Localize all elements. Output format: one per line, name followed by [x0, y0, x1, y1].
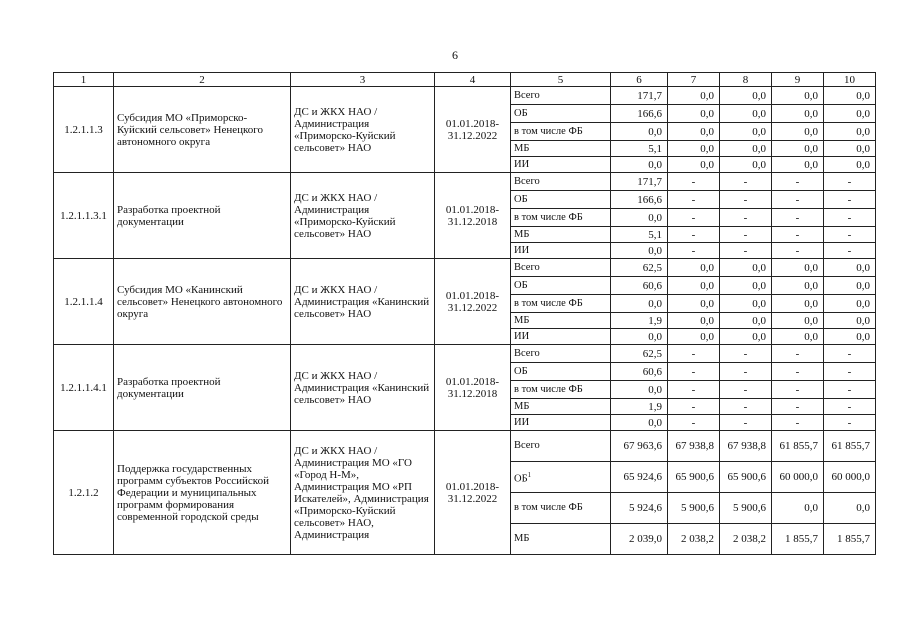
table-row — [54, 431, 876, 462]
funding-value: - — [668, 345, 720, 363]
funding-value: - — [668, 227, 720, 243]
funding-value: 0,0 — [824, 493, 876, 524]
funding-value: - — [668, 191, 720, 209]
funding-value: 2 038,2 — [668, 524, 720, 555]
funding-value: - — [772, 227, 824, 243]
funding-source — [511, 259, 611, 277]
funding-value: 0,0 — [720, 157, 772, 173]
funding-source — [511, 105, 611, 123]
funding-value: - — [772, 173, 824, 191]
funding-value: 0,0 — [668, 313, 720, 329]
funding-value: 5,1 — [611, 227, 668, 243]
funding-value: - — [772, 415, 824, 431]
funding-value: - — [824, 363, 876, 381]
funding-source-label: в том числе ФБ — [514, 297, 583, 309]
header-row — [54, 73, 876, 87]
funding-value: - — [824, 227, 876, 243]
funding-value: 0,0 — [772, 493, 824, 524]
funding-value: 0,0 — [824, 259, 876, 277]
funding-value: 0,0 — [720, 329, 772, 345]
funding-value: - — [668, 399, 720, 415]
column-header: 2 — [114, 73, 291, 87]
funding-value: - — [668, 173, 720, 191]
funding-value: 0,0 — [611, 243, 668, 259]
funding-source-label: в том числе ФБ — [514, 125, 583, 137]
funding-value: - — [720, 345, 772, 363]
funding-value: 0,0 — [720, 105, 772, 123]
funding-source-label: МБ — [514, 142, 530, 154]
funding-source — [511, 141, 611, 157]
funding-value: 0,0 — [668, 277, 720, 295]
page-number: 6 — [452, 48, 458, 62]
funding-value: - — [772, 381, 824, 399]
funding-value: 62,5 — [611, 259, 668, 277]
funding-value: - — [824, 191, 876, 209]
funding-value: - — [772, 209, 824, 227]
funding-value: - — [824, 399, 876, 415]
item-name: Разработка проектной документации — [114, 345, 291, 431]
funding-value: - — [772, 399, 824, 415]
funding-value: 65 924,6 — [611, 462, 668, 493]
funding-source — [511, 415, 611, 431]
funding-value: 0,0 — [772, 295, 824, 313]
funding-source-label: МБ — [514, 400, 530, 412]
funding-source — [511, 191, 611, 209]
funding-source-label: ОБ — [514, 279, 528, 291]
item-name: Разработка проектной документации — [114, 173, 291, 259]
item-code: 1.2.1.1.4.1 — [54, 345, 114, 431]
funding-value: - — [720, 381, 772, 399]
funding-value: 0,0 — [824, 157, 876, 173]
funding-value: - — [824, 345, 876, 363]
funding-value: - — [668, 415, 720, 431]
column-header: 10 — [824, 73, 876, 87]
column-header: 9 — [772, 73, 824, 87]
funding-source — [511, 227, 611, 243]
funding-value: 0,0 — [772, 277, 824, 295]
funding-value: 67 938,8 — [720, 431, 772, 462]
funding-value: - — [824, 173, 876, 191]
funding-source — [511, 157, 611, 173]
funding-value: 0,0 — [824, 313, 876, 329]
funding-value: 166,6 — [611, 105, 668, 123]
funding-value: 171,7 — [611, 173, 668, 191]
funding-source — [511, 524, 611, 555]
funding-value: 67 963,6 — [611, 431, 668, 462]
funding-value: 5 924,6 — [611, 493, 668, 524]
funding-value: - — [772, 363, 824, 381]
funding-value: 60,6 — [611, 363, 668, 381]
funding-value: - — [720, 415, 772, 431]
funding-value: - — [772, 191, 824, 209]
funding-value: 0,0 — [772, 313, 824, 329]
footnote-marker: 1 — [527, 470, 532, 479]
funding-value: 2 038,2 — [720, 524, 772, 555]
funding-source — [511, 209, 611, 227]
funding-value: 0,0 — [772, 141, 824, 157]
funding-value: 0,0 — [611, 295, 668, 313]
funding-value: 0,0 — [772, 157, 824, 173]
funding-source-label: МБ — [514, 533, 530, 544]
funding-value: 0,0 — [772, 105, 824, 123]
funding-value: - — [720, 191, 772, 209]
funding-value: 1,9 — [611, 399, 668, 415]
item-code: 1.2.1.1.3.1 — [54, 173, 114, 259]
funding-value: 65 900,6 — [720, 462, 772, 493]
item-name: Субсидия МО «Приморско-Куйский сельсовет» Ненецкого автономного округа — [114, 87, 291, 173]
funding-value: 0,0 — [720, 277, 772, 295]
funding-source-label: Всего — [514, 89, 540, 101]
funding-value: 1 855,7 — [772, 524, 824, 555]
table-row — [54, 87, 876, 105]
implementation-period: 01.01.2018-31.12.2022 — [435, 431, 511, 555]
funding-source — [511, 345, 611, 363]
funding-value: 5 900,6 — [720, 493, 772, 524]
funding-value: 0,0 — [611, 415, 668, 431]
funding-source — [511, 87, 611, 105]
funding-value: 0,0 — [824, 295, 876, 313]
funding-value: 1,9 — [611, 313, 668, 329]
item-code: 1.2.1.1.3 — [54, 87, 114, 173]
funding-value: 0,0 — [772, 259, 824, 277]
funding-source-label: МБ — [514, 314, 530, 326]
responsible-executor: ДС и ЖКХ НАО / Администрация «Канинский сельсовет» НАО — [291, 345, 435, 431]
funding-value: 0,0 — [611, 209, 668, 227]
table-row — [54, 173, 876, 191]
funding-value: 62,5 — [611, 345, 668, 363]
funding-source-label: ИИ — [514, 158, 530, 170]
table-body — [54, 87, 876, 555]
column-header: 7 — [668, 73, 720, 87]
funding-value: 0,0 — [668, 329, 720, 345]
funding-value: 171,7 — [611, 87, 668, 105]
funding-value: - — [824, 415, 876, 431]
item-name: Поддержка государственных программ субъектов Российской Федерации и муниципальных программ формирования современной городской среды — [114, 431, 291, 555]
funding-source — [511, 363, 611, 381]
funding-value: - — [720, 243, 772, 259]
funding-value: - — [720, 399, 772, 415]
funding-value: 0,0 — [772, 87, 824, 105]
responsible-executor: ДС и ЖКХ НАО / Администрация МО «ГО «Город Н-М», Администрация МО «РП Искателей», Администрация «Приморско-Куйский сельсовет» НАО, Администрация — [291, 431, 435, 555]
funding-source-label: МБ — [514, 228, 530, 240]
table-row — [54, 345, 876, 363]
funding-value: - — [824, 209, 876, 227]
column-header: 4 — [435, 73, 511, 87]
funding-source-label: Всего — [514, 347, 540, 359]
funding-value: 60,6 — [611, 277, 668, 295]
column-header: 6 — [611, 73, 668, 87]
funding-source — [511, 277, 611, 295]
funding-value: 0,0 — [611, 123, 668, 141]
funding-value: 0,0 — [668, 105, 720, 123]
funding-source-label: ОБ — [514, 193, 528, 205]
funding-value: 60 000,0 — [772, 462, 824, 493]
funding-value: - — [668, 209, 720, 227]
funding-value: - — [720, 363, 772, 381]
funding-value: - — [824, 381, 876, 399]
funding-value: 0,0 — [611, 329, 668, 345]
funding-value: - — [824, 243, 876, 259]
funding-value: 0,0 — [720, 87, 772, 105]
funding-source-label: ОБ — [514, 473, 528, 485]
funding-value: - — [772, 243, 824, 259]
funding-value: 0,0 — [772, 123, 824, 141]
funding-source-label: ИИ — [514, 244, 530, 256]
funding-value: - — [720, 227, 772, 243]
funding-source — [511, 462, 611, 493]
funding-value: - — [668, 381, 720, 399]
funding-value: 0,0 — [720, 295, 772, 313]
funding-value: 61 855,7 — [772, 431, 824, 462]
funding-value: 0,0 — [668, 295, 720, 313]
table-row — [54, 259, 876, 277]
funding-source — [511, 381, 611, 399]
funding-source-label: в том числе ФБ — [514, 211, 583, 223]
funding-source-label: Всего — [514, 175, 540, 187]
funding-source-label: в том числе ФБ — [514, 502, 583, 513]
funding-source — [511, 431, 611, 462]
implementation-period: 01.01.2018-31.12.2022 — [435, 87, 511, 173]
item-name: Субсидия МО «Канинский сельсовет» Ненецкого автономного округа — [114, 259, 291, 345]
funding-value: 166,6 — [611, 191, 668, 209]
funding-value: 0,0 — [824, 123, 876, 141]
funding-value: 0,0 — [824, 87, 876, 105]
funding-source — [511, 173, 611, 191]
column-header: 3 — [291, 73, 435, 87]
funding-source — [511, 243, 611, 259]
funding-value: - — [772, 345, 824, 363]
funding-source — [511, 329, 611, 345]
item-code: 1.2.1.1.4 — [54, 259, 114, 345]
funding-source — [511, 399, 611, 415]
funding-value: 61 855,7 — [824, 431, 876, 462]
implementation-period: 01.01.2018-31.12.2018 — [435, 173, 511, 259]
funding-value: - — [668, 243, 720, 259]
funding-source-label: ОБ — [514, 365, 528, 377]
responsible-executor: ДС и ЖКХ НАО / Администрация «Канинский сельсовет» НАО — [291, 259, 435, 345]
funding-value: 0,0 — [720, 259, 772, 277]
funding-value: 5 900,6 — [668, 493, 720, 524]
funding-value: 0,0 — [668, 157, 720, 173]
responsible-executor: ДС и ЖКХ НАО / Администрация «Приморско-Куйский сельсовет» НАО — [291, 173, 435, 259]
funding-source-label: в том числе ФБ — [514, 383, 583, 395]
implementation-period: 01.01.2018-31.12.2018 — [435, 345, 511, 431]
funding-value: 0,0 — [611, 381, 668, 399]
column-header: 8 — [720, 73, 772, 87]
funding-value: 0,0 — [824, 105, 876, 123]
funding-value: 0,0 — [824, 141, 876, 157]
funding-value: 0,0 — [720, 313, 772, 329]
funding-value: 1 855,7 — [824, 524, 876, 555]
funding-value: 0,0 — [668, 259, 720, 277]
funding-source-label: ИИ — [514, 330, 530, 342]
funding-source-label: Всего — [514, 261, 540, 273]
funding-source-label: ИИ — [514, 416, 530, 428]
funding-value: 0,0 — [668, 141, 720, 157]
funding-value: - — [720, 173, 772, 191]
funding-source — [511, 313, 611, 329]
column-header: 5 — [511, 73, 611, 87]
implementation-period: 01.01.2018-31.12.2022 — [435, 259, 511, 345]
funding-value: 67 938,8 — [668, 431, 720, 462]
item-code: 1.2.1.2 — [54, 431, 114, 555]
funding-source — [511, 295, 611, 313]
funding-value: 0,0 — [611, 157, 668, 173]
column-header: 1 — [54, 73, 114, 87]
funding-value: 0,0 — [668, 123, 720, 141]
funding-value: - — [720, 209, 772, 227]
funding-source — [511, 123, 611, 141]
funding-source-label: Всего — [514, 440, 540, 451]
funding-value: 0,0 — [668, 87, 720, 105]
program-table — [53, 72, 876, 555]
funding-value: 0,0 — [720, 123, 772, 141]
funding-value: - — [668, 363, 720, 381]
funding-value: 0,0 — [772, 329, 824, 345]
funding-value: 65 900,6 — [668, 462, 720, 493]
funding-value: 0,0 — [720, 141, 772, 157]
funding-value: 0,0 — [824, 329, 876, 345]
funding-value: 2 039,0 — [611, 524, 668, 555]
funding-source — [511, 493, 611, 524]
responsible-executor: ДС и ЖКХ НАО / Администрация «Приморско-Куйский сельсовет» НАО — [291, 87, 435, 173]
funding-source-label: ОБ — [514, 107, 528, 119]
funding-value: 5,1 — [611, 141, 668, 157]
funding-value: 60 000,0 — [824, 462, 876, 493]
funding-value: 0,0 — [824, 277, 876, 295]
